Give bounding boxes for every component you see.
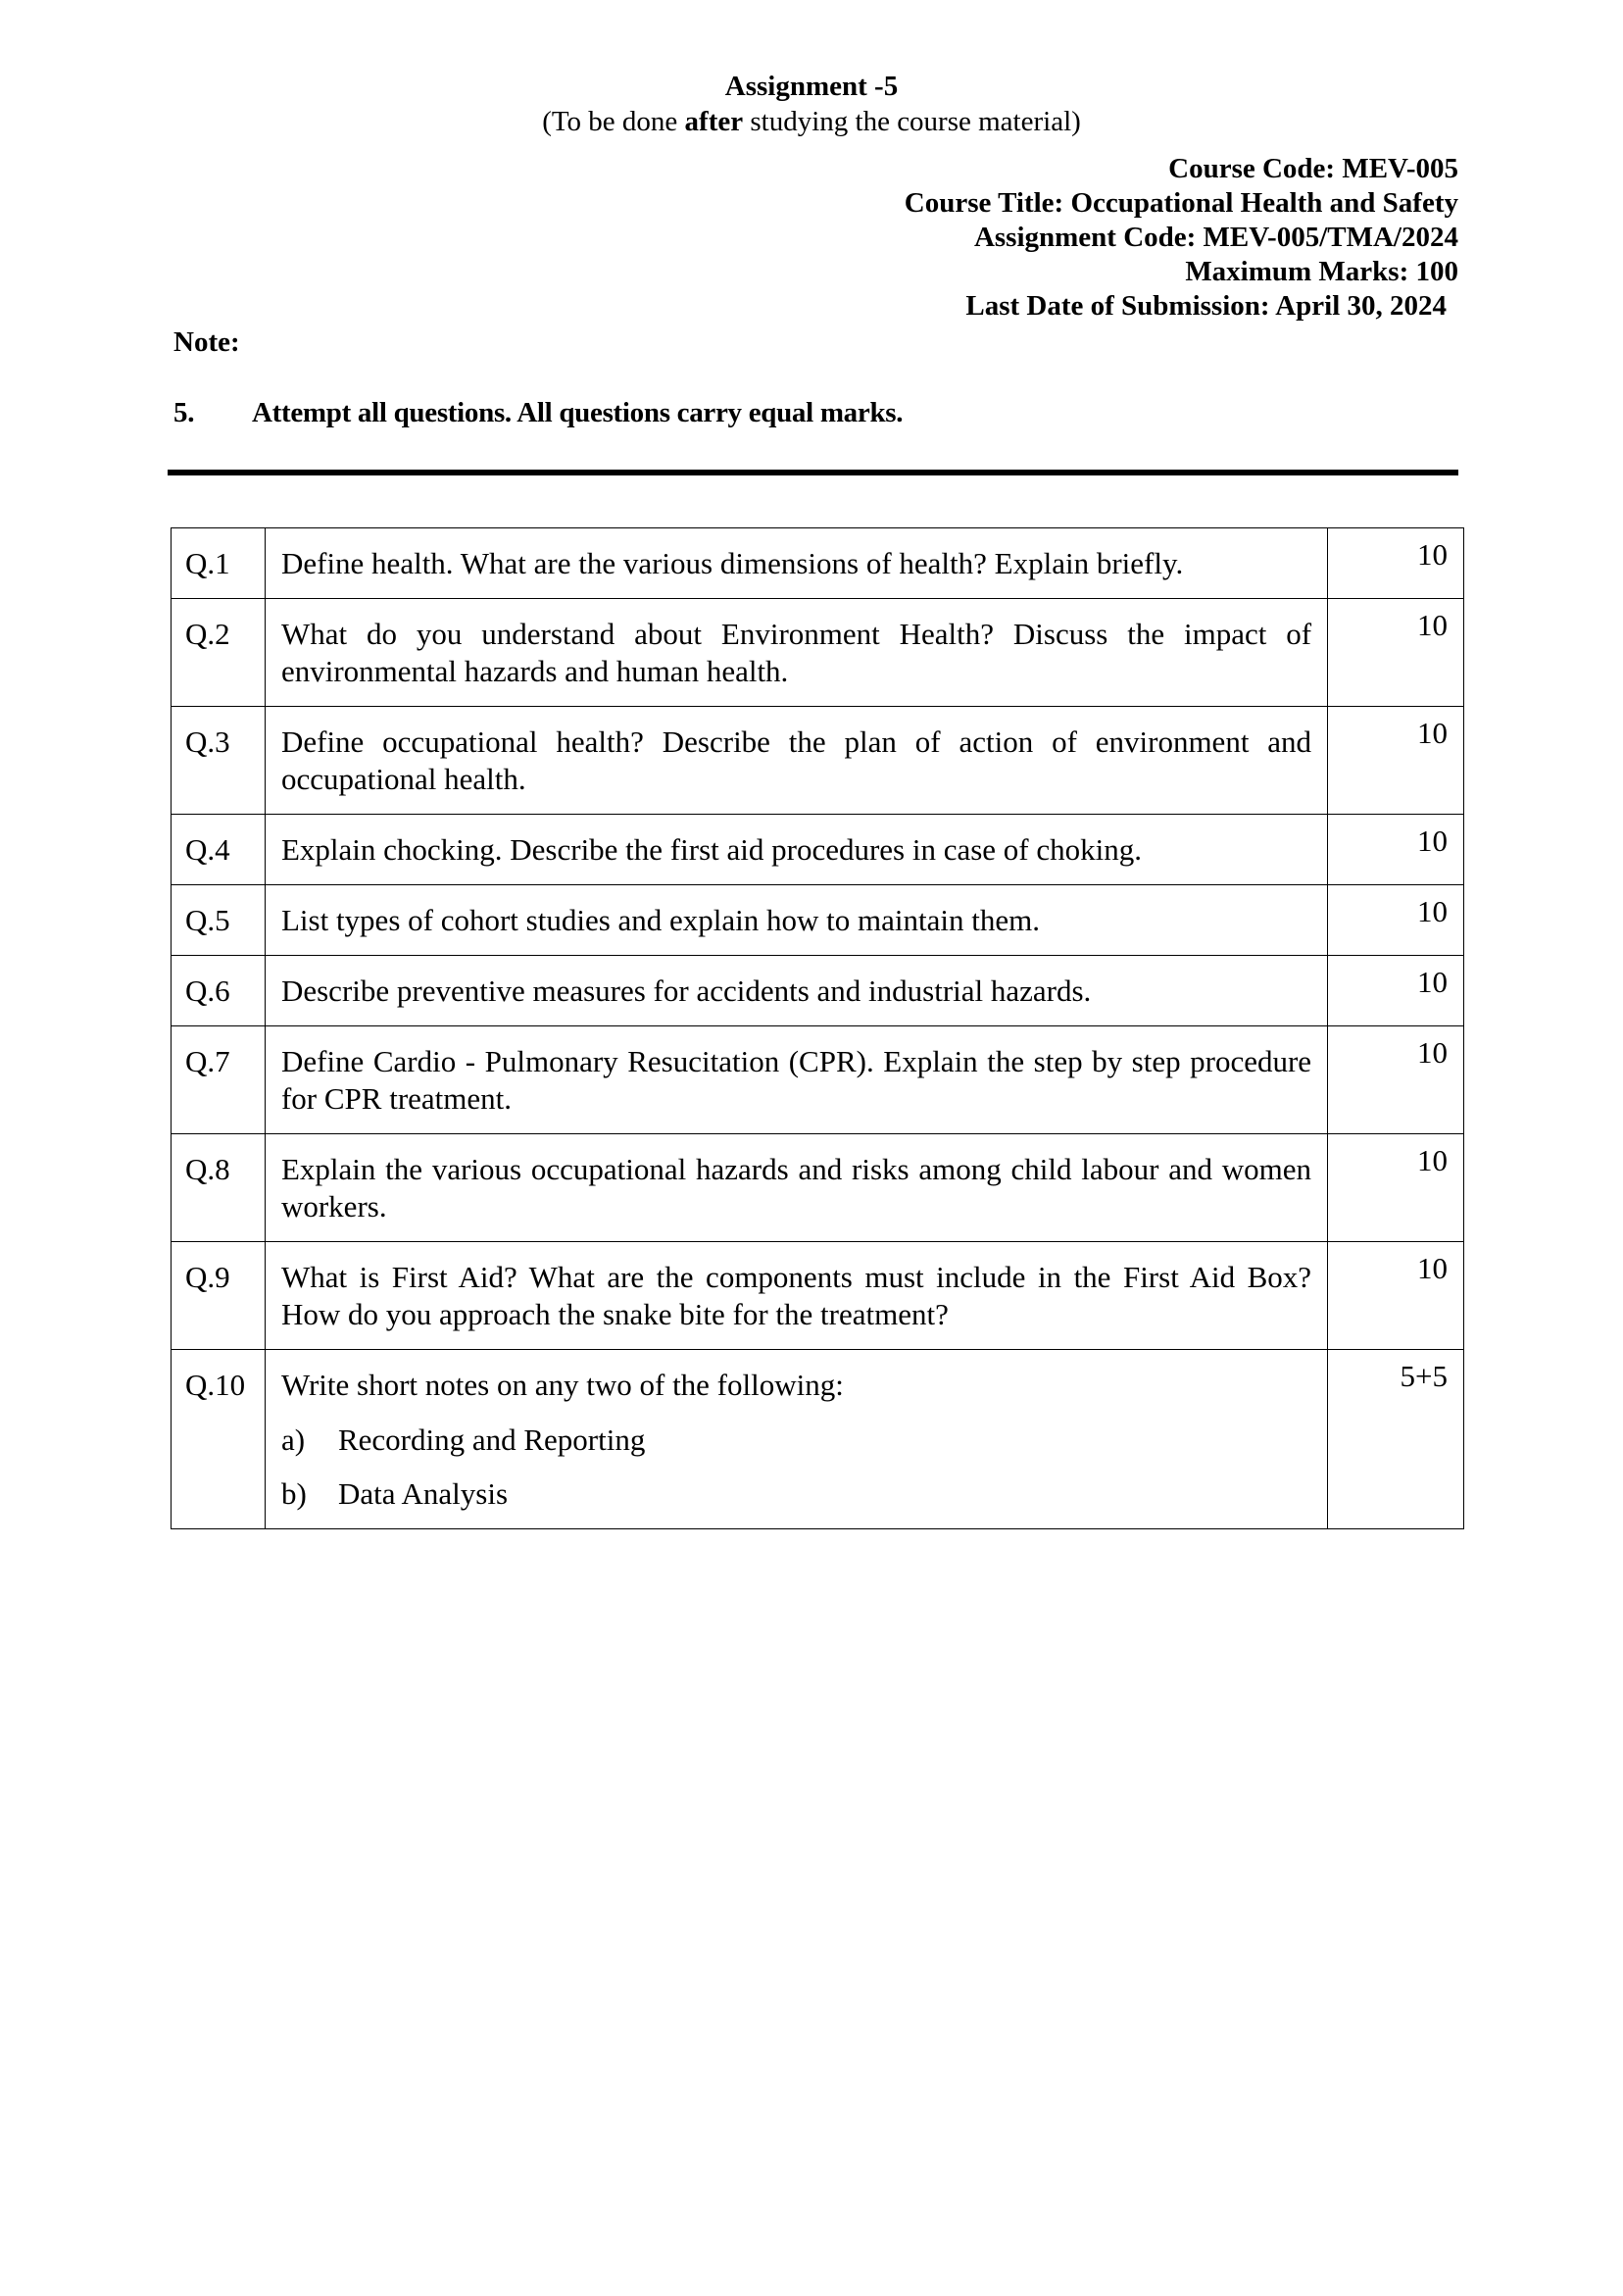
question-text: What is First Aid? What are the components must include in the First Aid Box? How do you approach the snake bite for the treatment? — [265, 1242, 1327, 1350]
maximum-marks: Maximum Marks: 100 — [1185, 256, 1458, 287]
assignment-code: Assignment Code: MEV-005/TMA/2024 — [973, 222, 1458, 253]
question-text: List types of cohort studies and explain how to maintain them. — [265, 885, 1327, 956]
question-marks: 5+5 — [1328, 1350, 1464, 1529]
question-text: Describe preventive measures for accidents and industrial hazards. — [265, 956, 1327, 1026]
question-text: Define Cardio - Pulmonary Resucitation (CPR). Explain the step by step procedure for CPR treatment. — [265, 1026, 1327, 1134]
sub-item — [281, 1422, 1311, 1459]
question-row — [172, 956, 1464, 1026]
question-row — [172, 599, 1464, 707]
question-row — [172, 1134, 1464, 1242]
question-text: Define health. What are the various dimensions of health? Explain briefly. — [265, 528, 1327, 599]
question-row — [172, 1026, 1464, 1134]
sub-item-text: Data Analysis — [337, 1476, 509, 1511]
question-number: Q.9 — [172, 1242, 266, 1350]
question-number: Q.2 — [172, 599, 266, 707]
question-row — [172, 815, 1464, 885]
question-marks: 10 — [1328, 956, 1464, 1026]
question-number: Q.3 — [172, 707, 266, 815]
question-text: Explain chocking. Describe the first aid procedures in case of choking. — [265, 815, 1327, 885]
question-number: Q.6 — [172, 956, 266, 1026]
question-marks: 10 — [1328, 815, 1464, 885]
question-row — [172, 1242, 1464, 1350]
divider-rule — [168, 470, 1458, 475]
question-number: Q.1 — [172, 528, 266, 599]
question-text: Write short notes on any two of the following: — [280, 1368, 844, 1402]
question-marks: 10 — [1328, 1134, 1464, 1242]
question-marks: 10 — [1328, 707, 1464, 815]
question-number: Q.10 — [172, 1350, 266, 1529]
questions-table — [171, 527, 1464, 1529]
question-number: Q.5 — [172, 885, 266, 956]
sub-item-label: b) — [280, 1476, 307, 1511]
question-row — [172, 707, 1464, 815]
sub-item-label: a) — [280, 1423, 306, 1457]
assignment-title: Assignment -5 — [724, 71, 899, 102]
question-marks: 10 — [1328, 1242, 1464, 1350]
question-cell — [265, 1350, 1327, 1529]
last-date-of-submission: Last Date of Submission: April 30, 2024 — [965, 290, 1447, 322]
instruction-text: Attempt all questions. All questions carry equal marks. — [252, 397, 904, 428]
subtitle-pre: (To be done — [542, 106, 685, 137]
question-marks: 10 — [1328, 528, 1464, 599]
question-text: Define occupational health? Describe the plan of action of environment and occupational health. — [265, 707, 1327, 815]
course-meta — [905, 152, 1458, 324]
course-code: Course Code: MEV-005 — [1168, 153, 1458, 184]
question-text: What do you understand about Environment Health? Discuss the impact of environmental hazards and human health. — [265, 599, 1327, 707]
subtitle-post: studying the course material) — [743, 106, 1081, 137]
question-row — [172, 885, 1464, 956]
question-marks: 10 — [1328, 885, 1464, 956]
question-row — [172, 528, 1464, 599]
question-marks: 10 — [1328, 1026, 1464, 1134]
question-row — [172, 1350, 1464, 1529]
instruction — [173, 395, 903, 430]
question-number: Q.4 — [172, 815, 266, 885]
assignment-subtitle — [0, 104, 1623, 139]
sub-item — [281, 1475, 1311, 1513]
note-label: Note: — [173, 326, 240, 358]
question-number: Q.8 — [172, 1134, 266, 1242]
question-text: Explain the various occupational hazards and risks among child labour and women workers. — [265, 1134, 1327, 1242]
instruction-number: 5. — [173, 397, 195, 428]
question-marks: 10 — [1328, 599, 1464, 707]
sub-item-text: Recording and Reporting — [337, 1423, 646, 1457]
subtitle-bold: after — [684, 106, 744, 137]
course-title: Course Title: Occupational Health and Safety — [904, 187, 1458, 219]
question-number: Q.7 — [172, 1026, 266, 1134]
